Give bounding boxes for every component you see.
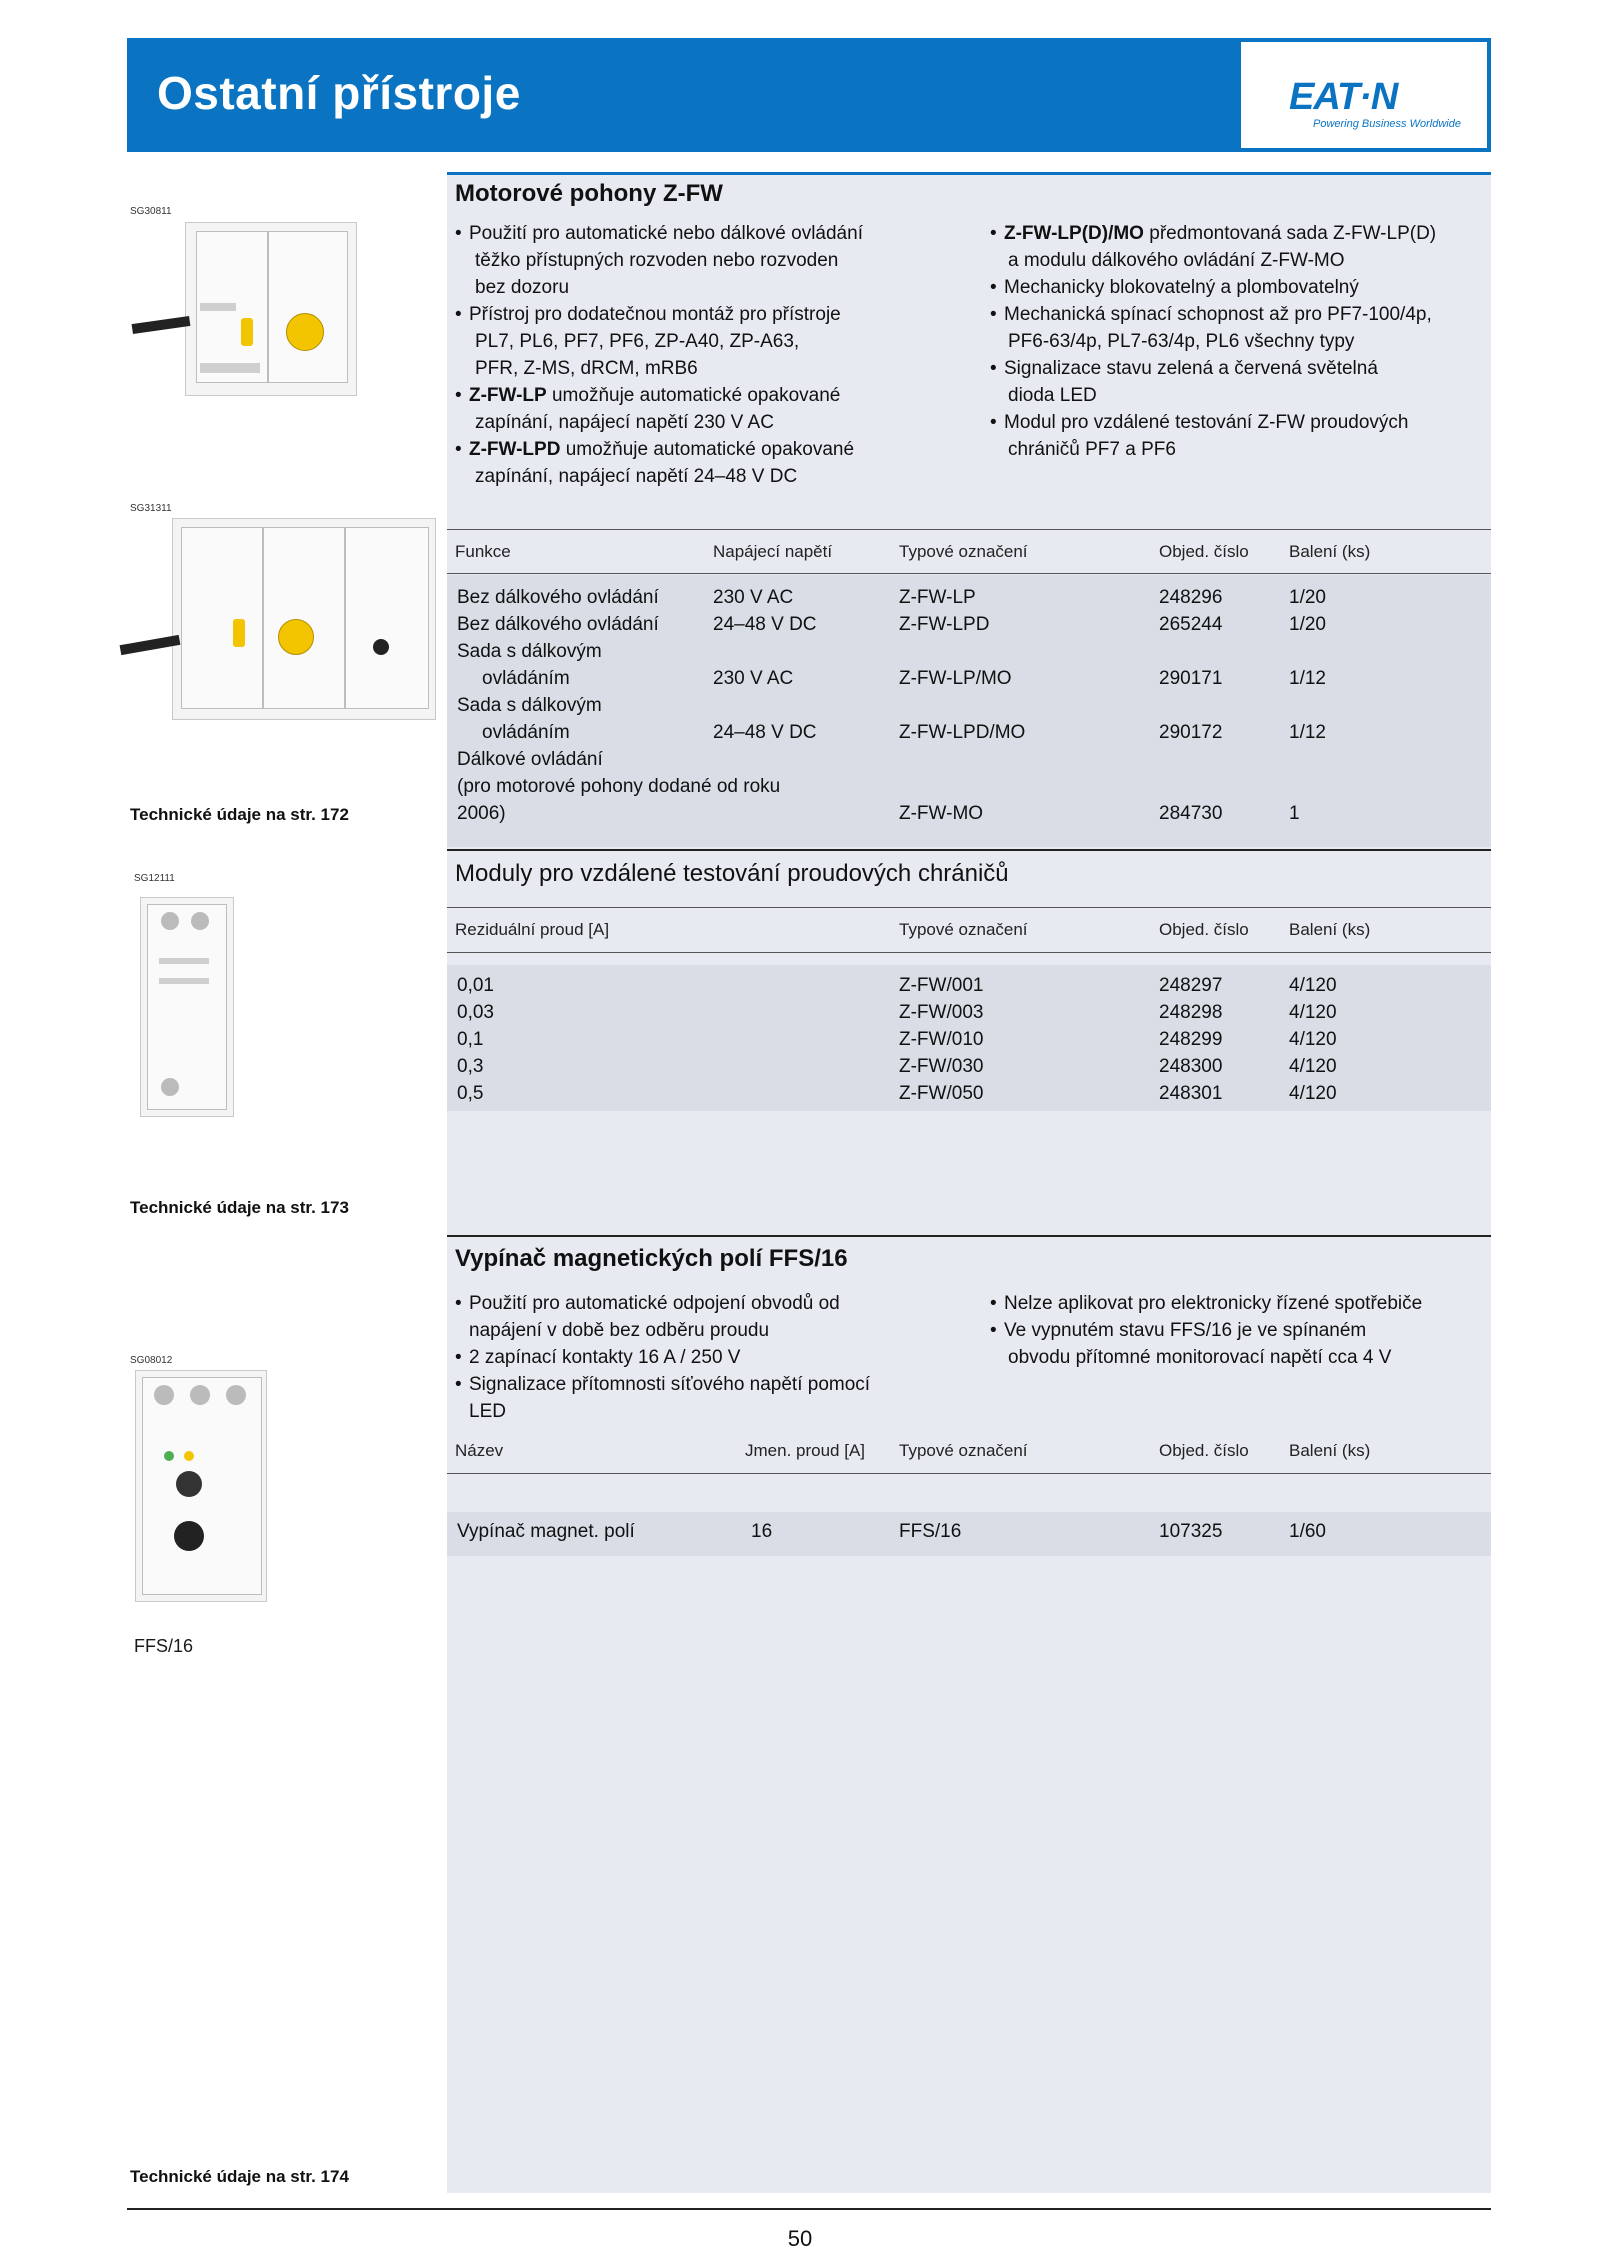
image-code-2: SG31311	[130, 503, 172, 514]
feature-line: napájení v době bez odběru proudu	[469, 1320, 770, 1341]
tech-ref-174[interactable]: Technické údaje na str. 174	[130, 2167, 349, 2186]
col-header-name: Název	[455, 1441, 504, 1460]
col-header-pack: Balení (ks)	[1289, 542, 1371, 561]
ffs16-current-cell: 16	[751, 1521, 773, 1542]
ffs16-product-image	[135, 1370, 267, 1602]
table-cell: 248297	[1159, 975, 1223, 996]
feature-line: bez dozoru	[475, 277, 570, 298]
cable-image	[132, 316, 191, 334]
feature-item: • Nelze aplikovat pro elektronicky řízené spotřebiče	[990, 1290, 1490, 1317]
tech-ref-172[interactable]: Technické údaje na str. 172	[130, 805, 349, 824]
feature-item: • Ve vypnutém stavu FFS/16 je ve spínaném	[990, 1317, 1490, 1344]
feature-line: obvodu přítomné monitorovací napětí cca 4 V	[1008, 1347, 1392, 1368]
feature-line: PL7, PL6, PF7, PF6, ZP-A40, ZP-A63,	[475, 331, 800, 352]
feature-line: těžko přístupných rozvoden nebo rozvoden	[475, 250, 839, 271]
table-cell: Z-FW/010	[899, 1029, 984, 1050]
table-cell: Z-FW/001	[899, 975, 984, 996]
feature-item: • Z-FW-LP umožňuje automatické opakované	[455, 382, 955, 409]
table-cell: 24–48 V DC	[713, 722, 817, 743]
ffs16-name-cell: Vypínač magnet. polí	[457, 1521, 635, 1542]
table-cell: Z-FW/030	[899, 1056, 984, 1077]
table-cell: 0,5	[457, 1083, 484, 1104]
table-cell: 0,3	[457, 1056, 484, 1077]
table-header-rule	[447, 573, 1491, 574]
ffs16-caption: FFS/16	[134, 1636, 194, 1656]
table-cell: 4/120	[1289, 975, 1337, 996]
table-cell: 4/120	[1289, 1029, 1337, 1050]
table-cell: 24–48 V DC	[713, 614, 817, 635]
table-cell: 1/20	[1289, 614, 1326, 635]
image-code-4: SG08012	[130, 1355, 173, 1366]
feature-line: dioda LED	[1008, 385, 1097, 406]
feature-item: • Přístroj pro dodatečnou montáž pro přístroje	[455, 301, 955, 328]
feature-item: • 2 zapínací kontakty 16 A / 250 V	[455, 1344, 975, 1371]
col-header-voltage: Napájecí napětí	[713, 542, 833, 561]
table-cell: Bez dálkového ovládání	[457, 614, 659, 635]
z-fw-lp-mo-product-image	[172, 518, 436, 720]
table-top-rule	[447, 907, 1491, 908]
ffs16-features-left	[455, 1290, 975, 1425]
table-cell: 4/120	[1289, 1083, 1337, 1104]
table-header-rule	[447, 952, 1491, 953]
image-code-3: SG12111	[134, 873, 175, 884]
z-fw-lp-product-image	[185, 222, 357, 396]
footer-rule	[127, 2208, 1491, 2210]
page-title: Ostatní přístroje	[157, 67, 521, 119]
col-header-order-no: Objed. číslo	[1159, 542, 1249, 561]
col-header-rated-current: Jmen. proud [A]	[745, 1441, 866, 1460]
table-cell: 1	[1289, 803, 1300, 824]
table-cell: 0,1	[457, 1029, 484, 1050]
table-cell: 230 V AC	[713, 587, 794, 608]
image-code-1: SG30811	[130, 206, 172, 217]
feature-item: • Použití pro automatické nebo dálkové ovládání	[455, 220, 955, 247]
table-cell: (pro motorové pohony dodané od roku	[457, 776, 781, 797]
feature-item: • Z-FW-LP(D)/MO předmontovaná sada Z-FW-LP(D)	[990, 220, 1490, 247]
table-cell: Z-FW-LPD/MO	[899, 722, 1026, 743]
col-header-residual-current: Reziduální proud [A]	[455, 920, 610, 939]
eaton-logo	[1241, 42, 1487, 148]
tech-ref-173[interactable]: Technické údaje na str. 173	[130, 1198, 349, 1217]
table-cell: Z-FW/050	[899, 1083, 984, 1104]
ffs16-type-cell: FFS/16	[899, 1521, 962, 1542]
feature-line: LED	[469, 1401, 506, 1422]
feature-item: • Použití pro automatické odpojení obvodů od	[455, 1290, 975, 1317]
feature-item: • Modul pro vzdálené testování Z-FW proudových	[990, 409, 1490, 436]
section-title-ffs16: Vypínač magnetických polí FFS/16	[455, 1245, 848, 1272]
table-cell: 1/12	[1289, 722, 1326, 743]
table-cell: Sada s dálkovým	[457, 695, 602, 716]
table-cell: Dálkové ovládání	[457, 749, 603, 770]
brand-tagline: Powering Business Worldwide	[1313, 118, 1461, 130]
section-title-z-fw: Motorové pohony Z-FW	[455, 180, 723, 207]
table-header-rule	[447, 1473, 1491, 1474]
col-header-type: Typové označení	[899, 920, 1028, 939]
col-header-pack: Balení (ks)	[1289, 920, 1371, 939]
table-cell: 248301	[1159, 1083, 1223, 1104]
table-cell: 0,01	[457, 975, 494, 996]
table-cell: 0,03	[457, 1002, 494, 1023]
table-cell: Bez dálkového ovládání	[457, 587, 659, 608]
table-cell: ovládáním	[482, 722, 570, 743]
table1-col-pack	[1289, 584, 1326, 827]
feature-item: • Mechanická spínací schopnost až pro PF7-100/4p,	[990, 301, 1490, 328]
feature-line: zapínání, napájecí napětí 24–48 V DC	[475, 466, 798, 487]
table-cell: Z-FW-LP/MO	[899, 668, 1012, 689]
table-cell: Z-FW-LPD	[899, 614, 990, 635]
table-cell: 284730	[1159, 803, 1223, 824]
table-cell: 265244	[1159, 614, 1223, 635]
table-cell: Z-FW-MO	[899, 803, 984, 824]
col-header-order-no: Objed. číslo	[1159, 1441, 1249, 1460]
table-cell: 290171	[1159, 668, 1223, 689]
col-header-type: Typové označení	[899, 1441, 1028, 1460]
table-cell: 248299	[1159, 1029, 1223, 1050]
brand-wordmark: EAT·N	[1289, 76, 1398, 118]
table1-col-order	[1159, 584, 1222, 827]
z-fw-module-product-image	[140, 897, 234, 1117]
col-header-funkce: Funkce	[455, 542, 511, 561]
table2-col-type	[899, 972, 983, 1107]
section-divider	[447, 849, 1491, 851]
table-cell: Z-FW/003	[899, 1002, 984, 1023]
page-header	[127, 38, 1491, 152]
table-cell: 1/20	[1289, 587, 1326, 608]
table-cell: 1/12	[1289, 668, 1326, 689]
col-header-order-no: Objed. číslo	[1159, 920, 1249, 939]
table1-col-voltage	[713, 584, 817, 746]
page-number: 50	[787, 2226, 813, 2251]
col-header-type: Typové označení	[899, 542, 1028, 561]
feature-line: PFR, Z-MS, dRCM, mRB6	[475, 358, 698, 379]
ffs16-features-right	[990, 1290, 1490, 1371]
table-cell: 4/120	[1289, 1002, 1337, 1023]
feature-line: chráničů PF7 a PF6	[1008, 439, 1176, 460]
section-divider	[447, 1235, 1491, 1237]
section-divider-blue	[447, 172, 1491, 175]
table-cell: ovládáním	[482, 668, 570, 689]
table-cell: 290172	[1159, 722, 1223, 743]
table-top-rule	[447, 529, 1491, 530]
feature-item: • Signalizace přítomnosti síťového napětí pomocí	[455, 1371, 975, 1398]
feature-line: zapínání, napájecí napětí 230 V AC	[475, 412, 774, 433]
table-cell: 230 V AC	[713, 668, 794, 689]
feature-item: • Signalizace stavu zelená a červená světelná	[990, 355, 1490, 382]
feature-item: • Mechanicky blokovatelný a plombovatelný	[990, 274, 1490, 301]
col-header-pack: Balení (ks)	[1289, 1441, 1371, 1460]
table2-col-order	[1159, 972, 1222, 1107]
ffs16-pack-cell: 1/60	[1289, 1521, 1326, 1542]
feature-line: a modulu dálkového ovládání Z-FW-MO	[1008, 250, 1345, 271]
z-fw-features-right	[990, 220, 1490, 463]
ffs16-order-cell: 107325	[1159, 1521, 1223, 1542]
feature-line: PF6-63/4p, PL7-63/4p, PL6 všechny typy	[1008, 331, 1355, 352]
table-cell: 2006)	[457, 803, 506, 824]
table-cell: 248296	[1159, 587, 1223, 608]
table-cell: 248298	[1159, 1002, 1223, 1023]
table1-col-type	[899, 584, 1025, 827]
feature-item: • Z-FW-LPD umožňuje automatické opakované	[455, 436, 955, 463]
z-fw-features-left	[455, 220, 955, 490]
table-cell: Z-FW-LP	[899, 587, 976, 608]
table2-col-pack	[1289, 972, 1337, 1107]
table-cell: 248300	[1159, 1056, 1223, 1077]
table-cell: Sada s dálkovým	[457, 641, 602, 662]
table-cell: 4/120	[1289, 1056, 1337, 1077]
table2-col-current	[457, 972, 494, 1107]
section-title-test-modules: Moduly pro vzdálené testování proudových chráničů	[455, 860, 1009, 887]
